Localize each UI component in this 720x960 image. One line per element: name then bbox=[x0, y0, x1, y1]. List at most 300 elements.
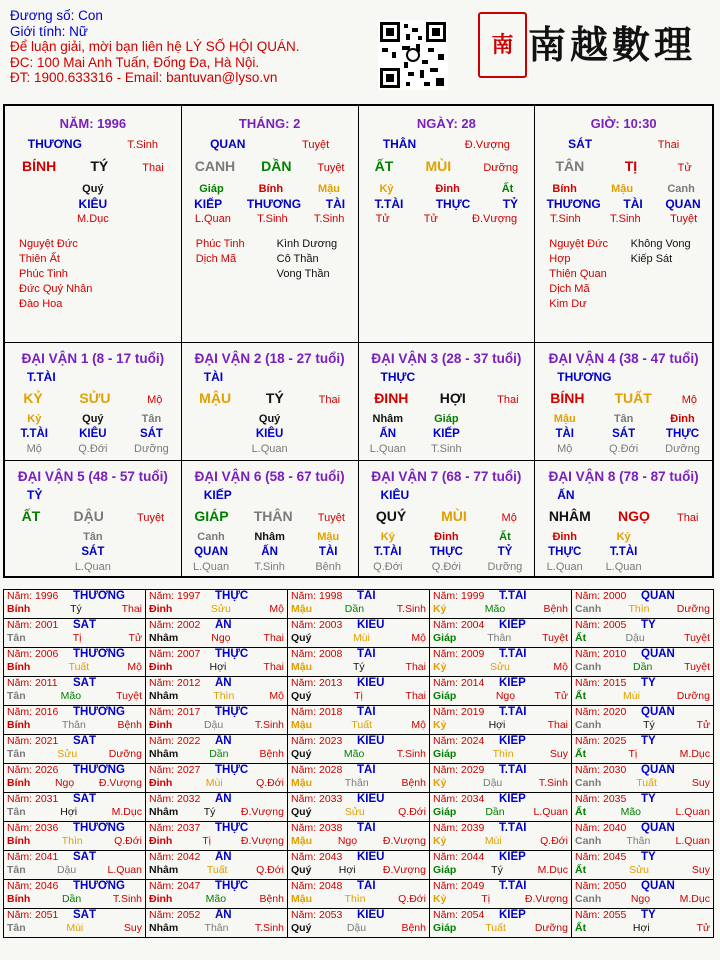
year-cell bbox=[146, 706, 288, 735]
year-branch: Tị bbox=[72, 632, 82, 644]
year-cell-top bbox=[291, 764, 426, 777]
year-stem: Đinh bbox=[149, 893, 173, 905]
year-branch: Thân bbox=[204, 922, 229, 934]
year-label: Năm: 2052 bbox=[149, 909, 201, 921]
special-star: Phúc Tinh bbox=[19, 268, 68, 280]
hidden-stem: Nhâm bbox=[254, 531, 285, 543]
year-cell-bottom bbox=[433, 806, 568, 819]
pillar-branch-state: Dưỡng bbox=[483, 162, 519, 174]
hidden-stem: Nhâm bbox=[372, 413, 404, 425]
year-ten-god: SÁT bbox=[73, 619, 96, 631]
year-ten-god: THƯƠNG bbox=[73, 590, 125, 602]
table-row bbox=[4, 706, 714, 735]
year-label: Năm: 2038 bbox=[291, 822, 343, 834]
year-stem: Ất bbox=[575, 690, 587, 702]
hidden-stems-row bbox=[5, 412, 181, 427]
year-ten-god: ẤN bbox=[215, 851, 232, 863]
pillar-ten-god: THƯƠNG bbox=[27, 137, 82, 151]
hidden-stems-row bbox=[5, 530, 181, 545]
year-stem: Bính bbox=[7, 893, 31, 905]
year-ten-god: QUAN bbox=[641, 590, 675, 602]
table-row bbox=[4, 822, 714, 851]
pillar-branch-state: Thai bbox=[142, 162, 164, 174]
year-cell bbox=[288, 677, 430, 706]
year-state: Tuyệt bbox=[684, 661, 710, 673]
year-branch: Mùi bbox=[205, 777, 223, 789]
year-state: M.Dục bbox=[679, 748, 710, 760]
year-cell bbox=[572, 909, 714, 938]
year-cell-top bbox=[433, 793, 568, 806]
dai-van-god-row bbox=[182, 370, 358, 385]
hidden-god: TÀI bbox=[318, 546, 338, 558]
hidden-stems-row bbox=[182, 530, 358, 545]
year-cell-top bbox=[7, 822, 142, 835]
hidden-stems-row bbox=[535, 530, 712, 545]
hidden-state: T.Sinh bbox=[610, 213, 641, 225]
hidden-stem: Đinh bbox=[434, 531, 459, 543]
year-stem: Canh bbox=[575, 777, 602, 789]
year-cell-top bbox=[7, 735, 142, 748]
pillar-branch-state: Tuyệt bbox=[317, 162, 345, 174]
year-ten-god: KIẾP bbox=[499, 909, 526, 921]
dai-van-god-row bbox=[5, 370, 181, 385]
year-ten-god: QUAN bbox=[641, 822, 675, 834]
year-cell-top bbox=[291, 880, 426, 893]
year-branch: Dần bbox=[344, 603, 365, 615]
year-label: Năm: 2033 bbox=[291, 793, 343, 805]
hidden-state: L.Quan bbox=[605, 561, 642, 573]
year-state: Dưỡng bbox=[676, 603, 710, 615]
dai-van-stem: NHÂM bbox=[548, 508, 591, 524]
year-branch: Ngọ bbox=[54, 777, 75, 789]
year-label: Năm: 2044 bbox=[433, 851, 485, 863]
hidden-state: T.Sinh bbox=[431, 443, 462, 455]
dai-van-state: Mộ bbox=[501, 512, 517, 524]
year-stem: Giáp bbox=[433, 806, 457, 818]
year-label: Năm: 2012 bbox=[149, 677, 201, 689]
year-state: Đ.Vượng bbox=[382, 835, 426, 847]
year-label: Năm: 2034 bbox=[433, 793, 485, 805]
year-branch: Tị bbox=[354, 690, 363, 702]
year-label: Năm: 2055 bbox=[575, 909, 627, 921]
hidden-stems-row bbox=[359, 412, 535, 427]
year-state: Thai bbox=[263, 661, 284, 673]
year-cell-bottom bbox=[149, 719, 284, 732]
year-stem: Nhâm bbox=[149, 922, 179, 934]
year-branch: Mão bbox=[343, 748, 365, 760]
year-label: Năm: 2054 bbox=[433, 909, 485, 921]
dai-van-title bbox=[182, 351, 358, 366]
year-label: Năm: 1996 bbox=[7, 590, 59, 602]
year-ten-god: SÁT bbox=[73, 909, 96, 921]
hidden-god: SÁT bbox=[139, 428, 163, 440]
hidden-states-row bbox=[359, 212, 535, 227]
hidden-god: THỰC bbox=[429, 546, 463, 558]
year-ten-god: QUAN bbox=[641, 880, 675, 892]
year-cell-bottom bbox=[7, 835, 142, 848]
dai-van-title bbox=[535, 351, 712, 366]
year-ten-god: THƯƠNG bbox=[73, 764, 125, 776]
dai-van-stem: ĐINH bbox=[374, 390, 409, 406]
year-ten-god: T.TÀI bbox=[499, 706, 527, 718]
year-cell-top bbox=[149, 735, 284, 748]
year-cell-bottom bbox=[7, 922, 142, 935]
year-ten-god: THƯƠNG bbox=[73, 822, 125, 834]
special-stars bbox=[182, 237, 358, 282]
year-branch: Mùi bbox=[66, 922, 84, 934]
year-cell bbox=[146, 880, 288, 909]
year-cell-top bbox=[291, 735, 426, 748]
annual-luck-table bbox=[3, 589, 714, 938]
year-ten-god: T.TÀI bbox=[499, 822, 527, 834]
year-branch: Tuất bbox=[636, 777, 657, 789]
year-cell-bottom bbox=[7, 632, 142, 645]
year-state: Tuyệt bbox=[542, 632, 568, 644]
year-cell-top bbox=[433, 822, 568, 835]
year-state: Suy bbox=[123, 922, 142, 934]
dai-van-title bbox=[5, 469, 181, 484]
year-cell-bottom bbox=[291, 603, 426, 616]
year-cell bbox=[572, 735, 714, 764]
year-cell bbox=[4, 851, 146, 880]
pillar-stem: CANH bbox=[194, 158, 236, 174]
hidden-god: KIÊU bbox=[78, 197, 108, 211]
hidden-god: TÀI bbox=[555, 428, 574, 440]
year-cell-bottom bbox=[433, 603, 568, 616]
hidden-state: Tuyệt bbox=[670, 213, 698, 225]
year-cell-bottom bbox=[575, 806, 710, 819]
year-state: Dưỡng bbox=[676, 690, 710, 702]
special-star: Kiếp Sát bbox=[630, 253, 673, 265]
year-state: Dưỡng bbox=[108, 748, 142, 760]
year-ten-god: THƯƠNG bbox=[73, 648, 125, 660]
year-cell-top bbox=[149, 648, 284, 661]
year-cell bbox=[4, 822, 146, 851]
pillar-stem: TÂN bbox=[555, 158, 585, 174]
year-stem: Tân bbox=[7, 690, 26, 702]
hidden-state: L.Quan bbox=[369, 443, 406, 455]
year-stem: Tân bbox=[7, 632, 26, 644]
pillar-year bbox=[5, 106, 182, 343]
year-cell-top bbox=[575, 851, 710, 864]
hidden-stem: Canh bbox=[667, 183, 695, 195]
year-state: T.Sinh bbox=[396, 603, 426, 615]
dai-van-branch: TÝ bbox=[265, 390, 284, 406]
header-phone-email: ĐT: 1900.633316 - Email: bantuvan@lyso.vn bbox=[10, 70, 278, 85]
hidden-state: Q.Đới bbox=[431, 561, 461, 573]
year-stem: Ất bbox=[575, 632, 587, 644]
dai-van-branch: MÙI bbox=[441, 508, 467, 524]
year-state: Bệnh bbox=[259, 893, 284, 905]
year-cell-top bbox=[149, 909, 284, 922]
year-cell bbox=[4, 648, 146, 677]
year-cell bbox=[572, 619, 714, 648]
hidden-state: L.Quan bbox=[194, 213, 231, 225]
hidden-stem: Đinh bbox=[552, 531, 577, 543]
year-state: Q.Đới bbox=[398, 893, 426, 905]
special-star: Thiên Ất bbox=[19, 253, 60, 265]
year-label: Năm: 2031 bbox=[7, 793, 59, 805]
year-label: Năm: 2021 bbox=[7, 735, 59, 747]
year-stem: Tân bbox=[7, 922, 26, 934]
year-ten-god: ẤN bbox=[215, 619, 232, 631]
year-cell-top bbox=[7, 793, 142, 806]
year-cell-top bbox=[291, 851, 426, 864]
year-cell-top bbox=[575, 909, 710, 922]
year-stem: Ất bbox=[575, 864, 587, 876]
pillar-ten-god: THÂN bbox=[382, 137, 417, 151]
year-cell bbox=[146, 735, 288, 764]
year-cell-top bbox=[149, 822, 284, 835]
year-cell bbox=[288, 735, 430, 764]
dai-van-1 bbox=[5, 343, 182, 461]
year-cell-top bbox=[291, 590, 426, 603]
year-cell-bottom bbox=[7, 864, 142, 877]
year-branch: Tý bbox=[643, 719, 655, 731]
hidden-state: Dưỡng bbox=[665, 443, 700, 455]
hidden-states-row bbox=[5, 442, 181, 457]
hidden-god: THỰC bbox=[435, 197, 471, 211]
year-cell-top bbox=[575, 880, 710, 893]
year-ten-god: KIẾP bbox=[499, 735, 526, 747]
year-cell bbox=[430, 735, 572, 764]
year-branch: Ngọ bbox=[630, 893, 651, 905]
year-ten-god: THỰC bbox=[215, 880, 249, 892]
dai-van-state: Mộ bbox=[147, 394, 163, 406]
year-branch: Ngọ bbox=[337, 835, 358, 847]
year-branch: Tý bbox=[352, 661, 365, 673]
pillar-title-text: NGÀY: 28 bbox=[416, 116, 476, 131]
year-state: Bệnh bbox=[401, 922, 426, 934]
year-cell-top bbox=[7, 851, 142, 864]
year-ten-god: KIẾP bbox=[499, 851, 526, 863]
hidden-stem: Mậu bbox=[553, 413, 576, 425]
pillar-god-row bbox=[359, 137, 535, 153]
dai-van-stem: KỶ bbox=[23, 390, 43, 406]
year-branch: Thìn bbox=[628, 603, 650, 615]
year-label: Năm: 2014 bbox=[433, 677, 485, 689]
year-cell-top bbox=[7, 648, 142, 661]
special-star: Dịch Mã bbox=[195, 253, 237, 265]
year-stem: Đinh bbox=[149, 719, 173, 731]
hidden-state: Q.Đới bbox=[78, 443, 108, 455]
year-stem: Tân bbox=[7, 864, 26, 876]
year-cell-top bbox=[291, 706, 426, 719]
year-cell bbox=[4, 677, 146, 706]
table-row bbox=[4, 909, 714, 938]
dai-van-ten-god: TÀI bbox=[203, 370, 224, 384]
hidden-stems-row bbox=[359, 182, 535, 197]
year-ten-god: ẤN bbox=[215, 677, 232, 689]
pillar-stem: BÍNH bbox=[22, 158, 57, 174]
year-branch: Mùi bbox=[352, 632, 370, 644]
chart-header bbox=[10, 8, 299, 86]
header-gender: Giới tính: Nữ bbox=[10, 23, 88, 39]
dai-van-state: Mộ bbox=[681, 394, 698, 406]
year-cell bbox=[430, 793, 572, 822]
year-label: Năm: 2026 bbox=[7, 764, 59, 776]
year-branch: Tị bbox=[628, 748, 638, 760]
year-stem: Giáp bbox=[433, 748, 457, 760]
hidden-state: Đ.Vượng bbox=[472, 213, 518, 225]
year-stem: Tân bbox=[7, 806, 26, 818]
year-stem: Đinh bbox=[149, 603, 173, 615]
hidden-god: ẤN bbox=[379, 428, 397, 440]
year-cell-bottom bbox=[291, 777, 426, 790]
year-branch: Tị bbox=[202, 835, 211, 847]
special-stars bbox=[535, 237, 712, 312]
year-state: Đ.Vượng bbox=[382, 864, 426, 876]
hidden-stem: Bính bbox=[552, 183, 577, 195]
year-state: T.Sinh bbox=[538, 777, 568, 789]
year-state: Mộ bbox=[269, 603, 284, 615]
year-cell-bottom bbox=[291, 661, 426, 674]
hidden-god: TÀI bbox=[325, 197, 346, 211]
year-ten-god: KIÊU bbox=[357, 793, 385, 805]
year-stem: Nhâm bbox=[149, 690, 179, 702]
year-branch: Sửu bbox=[629, 864, 649, 876]
hidden-state: Dưỡng bbox=[487, 561, 523, 573]
year-stem: Quý bbox=[291, 922, 312, 934]
pillar-branch-state: Tử bbox=[677, 162, 692, 174]
year-stem: Mậu bbox=[291, 661, 312, 673]
year-cell-top bbox=[291, 648, 426, 661]
year-cell-bottom bbox=[433, 864, 568, 877]
year-label: Năm: 2035 bbox=[575, 793, 627, 805]
dai-van-state: Thai bbox=[676, 512, 699, 524]
year-label: Năm: 1997 bbox=[149, 590, 201, 602]
dai-van-stem-branch-row bbox=[5, 509, 181, 526]
year-ten-god: KIÊU bbox=[357, 619, 385, 631]
year-state: Bệnh bbox=[117, 719, 142, 731]
year-label: Năm: 2005 bbox=[575, 619, 627, 631]
year-branch: Thân bbox=[61, 719, 86, 731]
year-ten-god: QUAN bbox=[641, 764, 675, 776]
hidden-stems-row bbox=[535, 182, 712, 197]
year-branch: Ngọ bbox=[211, 632, 231, 644]
year-cell bbox=[146, 619, 288, 648]
year-cell-top bbox=[433, 677, 568, 690]
year-state: Đ.Vượng bbox=[524, 893, 568, 905]
year-cell-bottom bbox=[433, 893, 568, 906]
dai-van-ten-god: THỰC bbox=[380, 370, 416, 384]
hidden-gods-row bbox=[182, 197, 358, 212]
year-state: M.Dục bbox=[679, 893, 710, 905]
year-cell-top bbox=[433, 880, 568, 893]
dai-van-2 bbox=[182, 343, 359, 461]
year-ten-god: KIẾP bbox=[499, 619, 526, 631]
year-ten-god: TỶ bbox=[641, 909, 656, 921]
year-label: Năm: 2048 bbox=[291, 880, 343, 892]
year-label: Năm: 2045 bbox=[575, 851, 627, 863]
year-stem: Bính bbox=[7, 661, 31, 673]
year-cell-bottom bbox=[575, 690, 710, 703]
year-cell-top bbox=[291, 677, 426, 690]
pillar-title-text: GIỜ: 10:30 bbox=[590, 116, 657, 131]
year-state: Mộ bbox=[127, 661, 142, 673]
year-label: Năm: 2009 bbox=[433, 648, 485, 660]
dai-van-4 bbox=[535, 343, 712, 461]
year-cell bbox=[146, 764, 288, 793]
hidden-states-row bbox=[359, 442, 535, 457]
year-branch: Tuất bbox=[206, 864, 228, 876]
year-cell-top bbox=[575, 735, 710, 748]
hidden-states-row bbox=[535, 212, 712, 227]
year-cell bbox=[146, 677, 288, 706]
hidden-god: KIẾP bbox=[194, 197, 223, 211]
hidden-stem: Kỷ bbox=[27, 413, 42, 425]
dai-van-stem-branch-row bbox=[359, 391, 535, 408]
pillar-day bbox=[359, 106, 536, 343]
pillar-branch: TỊ bbox=[624, 158, 638, 174]
hidden-states-row bbox=[5, 560, 181, 575]
year-cell-top bbox=[433, 735, 568, 748]
year-cell-bottom bbox=[575, 632, 710, 645]
table-row bbox=[4, 648, 714, 677]
year-state: T.Sinh bbox=[112, 893, 142, 905]
year-ten-god: QUAN bbox=[641, 706, 675, 718]
year-cell-bottom bbox=[433, 748, 568, 761]
year-cell-top bbox=[149, 706, 284, 719]
year-cell-top bbox=[433, 764, 568, 777]
hidden-stem: Tân bbox=[141, 413, 162, 425]
hidden-stem: Quý bbox=[258, 413, 281, 425]
hidden-god: SÁT bbox=[81, 546, 105, 558]
year-cell-bottom bbox=[575, 719, 710, 732]
year-cell-bottom bbox=[575, 835, 710, 848]
year-stem: Đinh bbox=[149, 777, 173, 789]
year-state: Bệnh bbox=[401, 777, 426, 789]
hidden-states-row bbox=[359, 560, 535, 575]
year-cell-bottom bbox=[433, 719, 568, 732]
year-cell-top bbox=[149, 880, 284, 893]
table-row bbox=[4, 735, 714, 764]
special-star: Không Vong bbox=[630, 238, 691, 250]
hidden-stems-row bbox=[182, 412, 358, 427]
year-label: Năm: 2020 bbox=[575, 706, 627, 718]
year-label: Năm: 2017 bbox=[149, 706, 201, 718]
year-label: Năm: 2006 bbox=[7, 648, 59, 660]
year-cell bbox=[146, 851, 288, 880]
year-branch: Dậu bbox=[56, 864, 77, 876]
year-state: M.Dục bbox=[537, 864, 568, 876]
year-stem: Giáp bbox=[433, 922, 457, 934]
year-ten-god: T.TÀI bbox=[499, 648, 527, 660]
year-state: L.Quan bbox=[533, 806, 568, 818]
pillar-title bbox=[535, 116, 712, 131]
year-cell-top bbox=[149, 677, 284, 690]
year-branch: Mão bbox=[620, 806, 642, 818]
year-cell-bottom bbox=[149, 864, 284, 877]
year-cell-bottom bbox=[149, 603, 284, 616]
year-stem: Bính bbox=[7, 777, 31, 789]
pillar-stem-branch-row bbox=[182, 159, 358, 176]
year-stem: Mậu bbox=[291, 835, 312, 847]
year-state: Q.Đới bbox=[256, 777, 284, 789]
year-branch: Tuất bbox=[485, 922, 506, 934]
hidden-state: T.Sinh bbox=[257, 213, 288, 225]
year-cell bbox=[572, 793, 714, 822]
year-ten-god: KIÊU bbox=[357, 909, 385, 921]
year-state: Tuyệt bbox=[116, 690, 142, 702]
year-cell-top bbox=[291, 822, 426, 835]
year-cell bbox=[4, 764, 146, 793]
dai-van-ten-god: THƯƠNG bbox=[557, 370, 612, 384]
year-ten-god: KIÊU bbox=[357, 851, 385, 863]
year-cell bbox=[572, 706, 714, 735]
year-state: Q.Đới bbox=[540, 835, 568, 847]
year-branch: Tý bbox=[203, 806, 216, 818]
